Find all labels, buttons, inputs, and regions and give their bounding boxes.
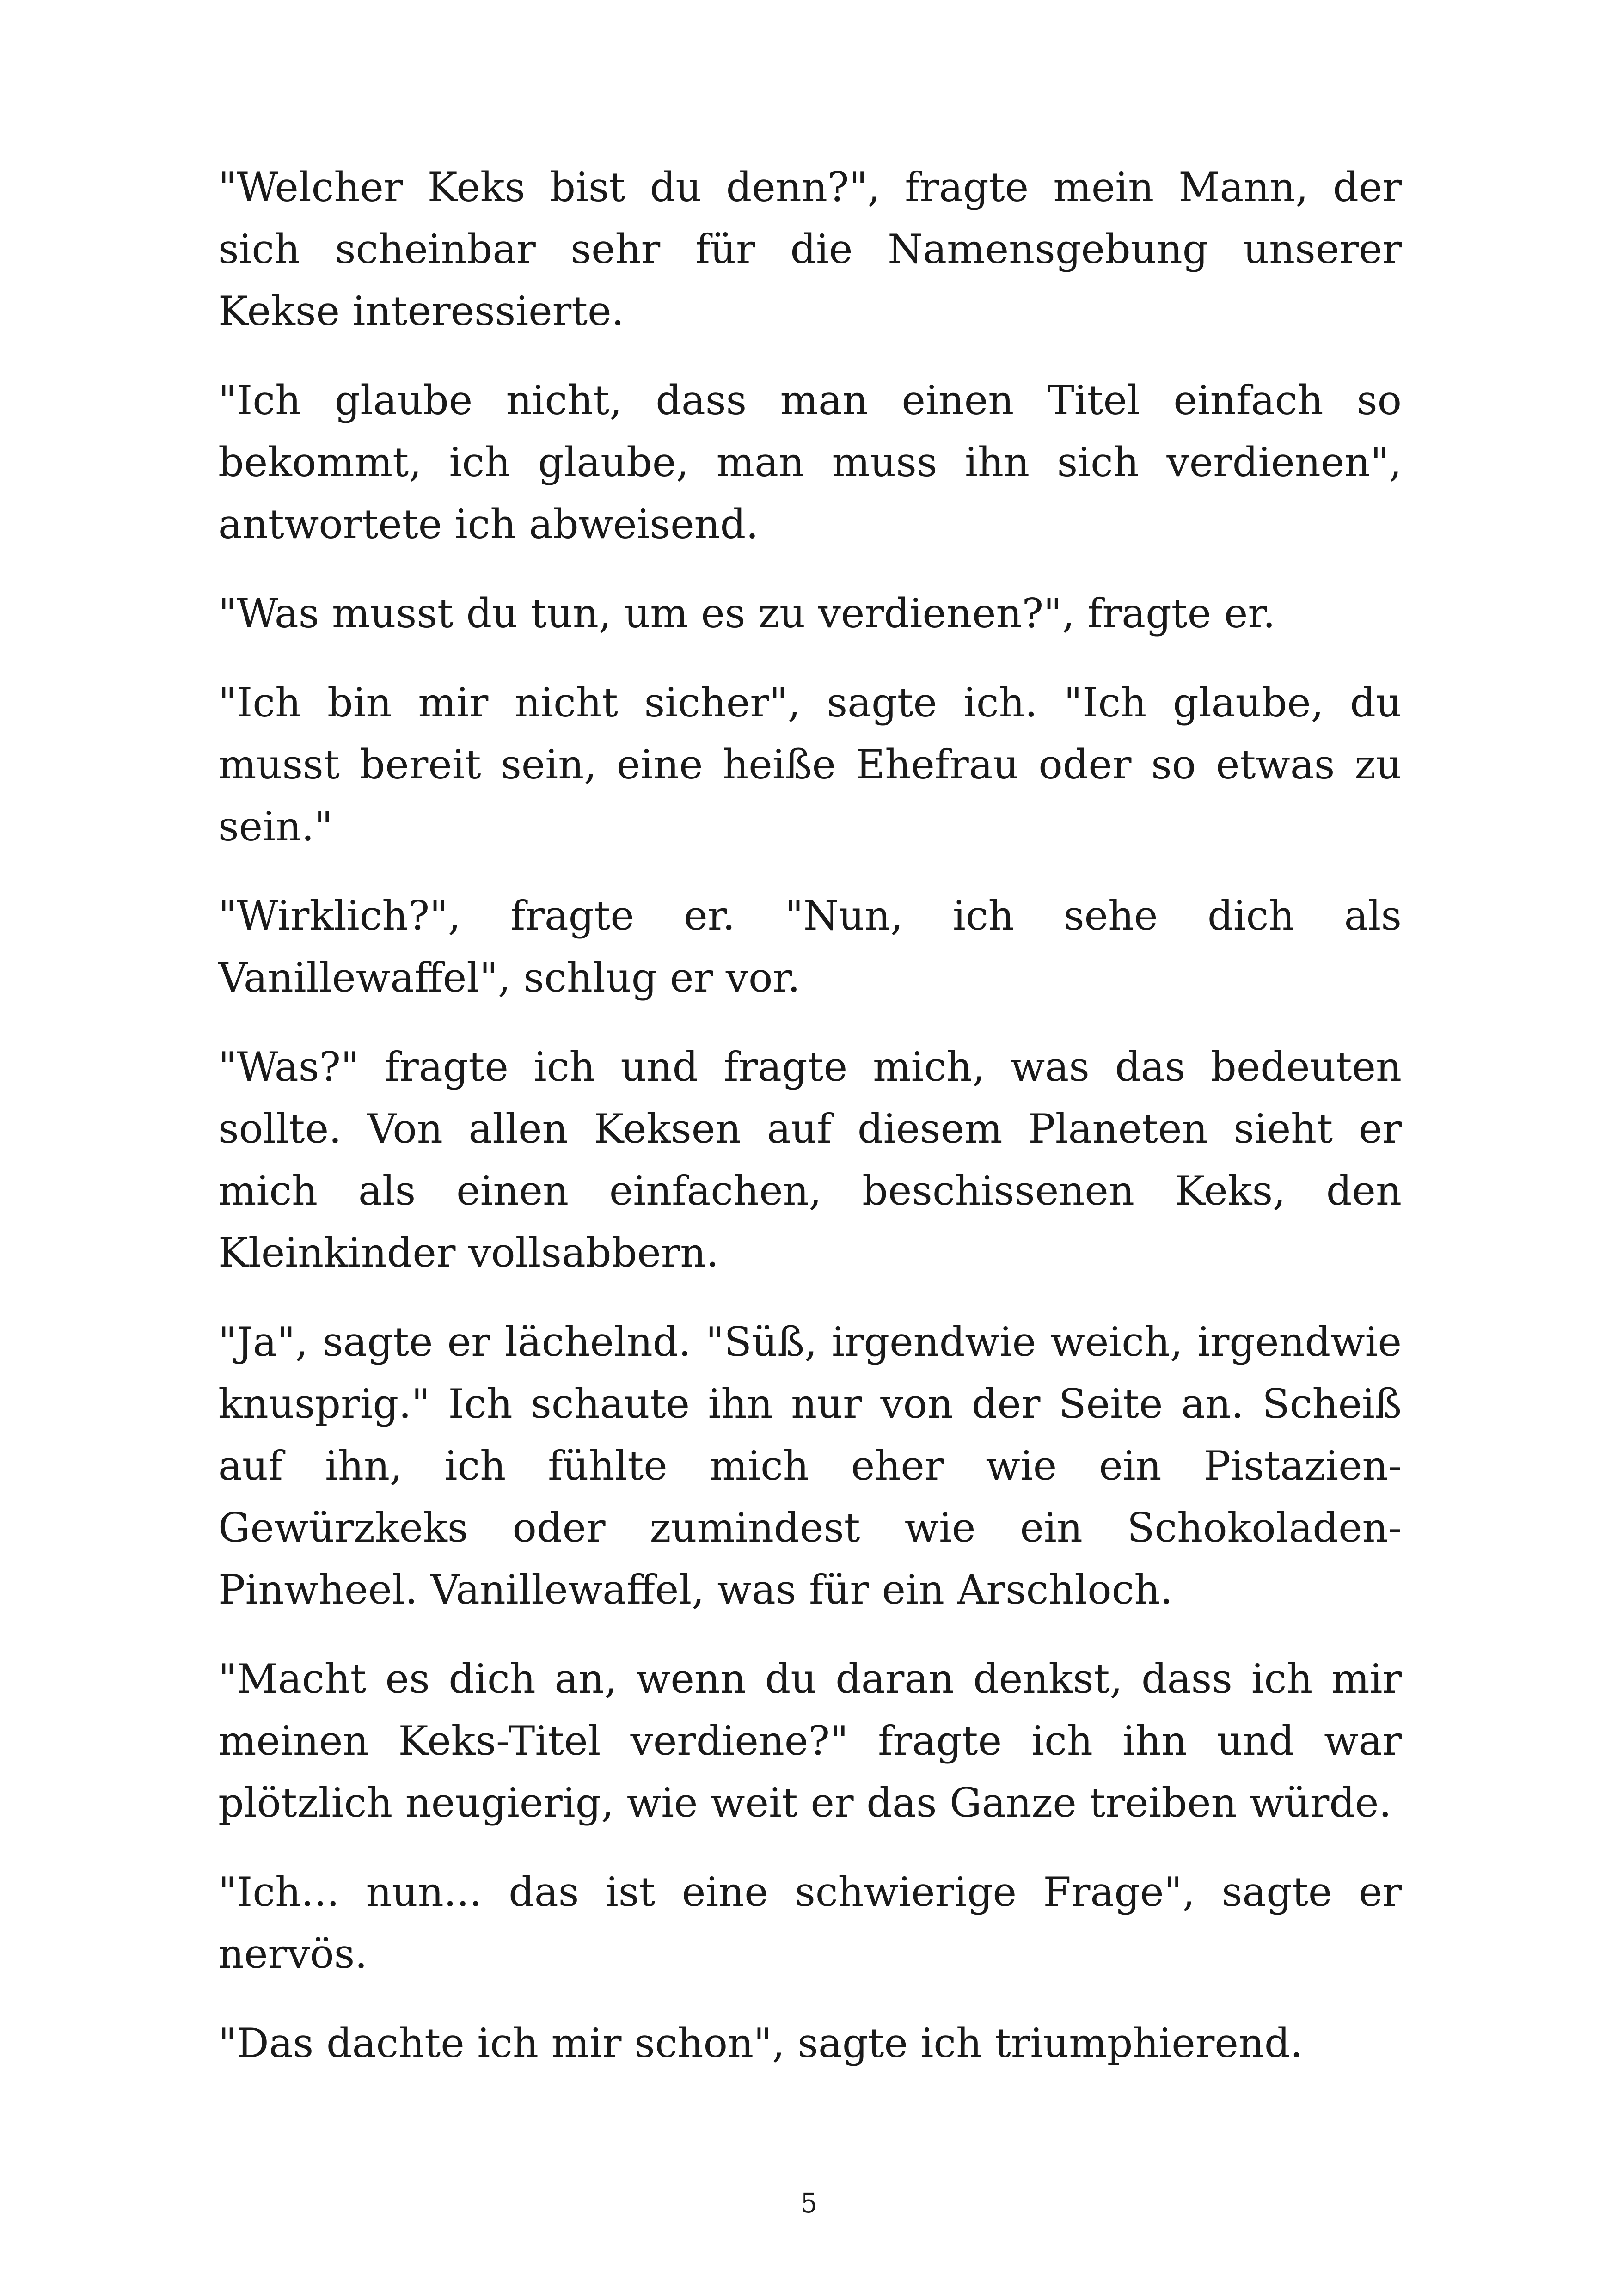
paragraph: "Wirklich?", fragte er. "Nun, ich sehe dich als Vanillewaffel", schlug er vor. (218, 892, 1402, 1001)
paragraph: "Was musst du tun, um es zu verdienen?", fragte er. (218, 590, 1276, 637)
paragraph: "Macht es dich an, wenn du daran denkst, dass ich mir meinen Keks-Titel verdiene?" fragte ich ihn und war plötzlich neugierig, wie weit er das Ganze treiben würde. (218, 1655, 1402, 1826)
page-body (218, 156, 1402, 2101)
paragraph: "Ja", sagte er lächelnd. "Süß, irgendwie weich, irgendwie knusprig." Ich schaute ihn nur von der Seite an. Scheiß auf ihn, ich fühlte mich eher wie ein Pistazien-Gewürzkeks oder zumindest wie ein Schokoladen-Pinwheel. Vanillewaffel, was für ein Arschloch. (218, 1318, 1402, 1613)
paragraph: "Ich bin mir nicht sicher", sagte ich. "Ich glaube, du musst bereit sein, eine heiße Ehefrau oder so etwas zu sein." (218, 679, 1402, 850)
paragraph: "Ich glaube nicht, dass man einen Titel einfach so bekommt, ich glaube, man muss ihn sich verdienen", antwortete ich abweisend. (218, 377, 1402, 548)
paragraph: "Welcher Keks bist du denn?", fragte mein Mann, der sich scheinbar sehr für die Namensgebung unserer Kekse interessierte. (218, 164, 1402, 335)
paragraph: "Was?" fragte ich und fragte mich, was das bedeuten sollte. Von allen Keksen auf diesem Planeten sieht er mich als einen einfachen, beschissenen Keks, den Kleinkinder vollsabbern. (218, 1043, 1402, 1276)
page-number: 5 (800, 2187, 818, 2219)
paragraph: "Ich... nun... das ist eine schwierige Frage", sagte er nervös. (218, 1868, 1402, 1978)
paragraph: "Das dachte ich mir schon", sagte ich triumphierend. (218, 2020, 1303, 2067)
